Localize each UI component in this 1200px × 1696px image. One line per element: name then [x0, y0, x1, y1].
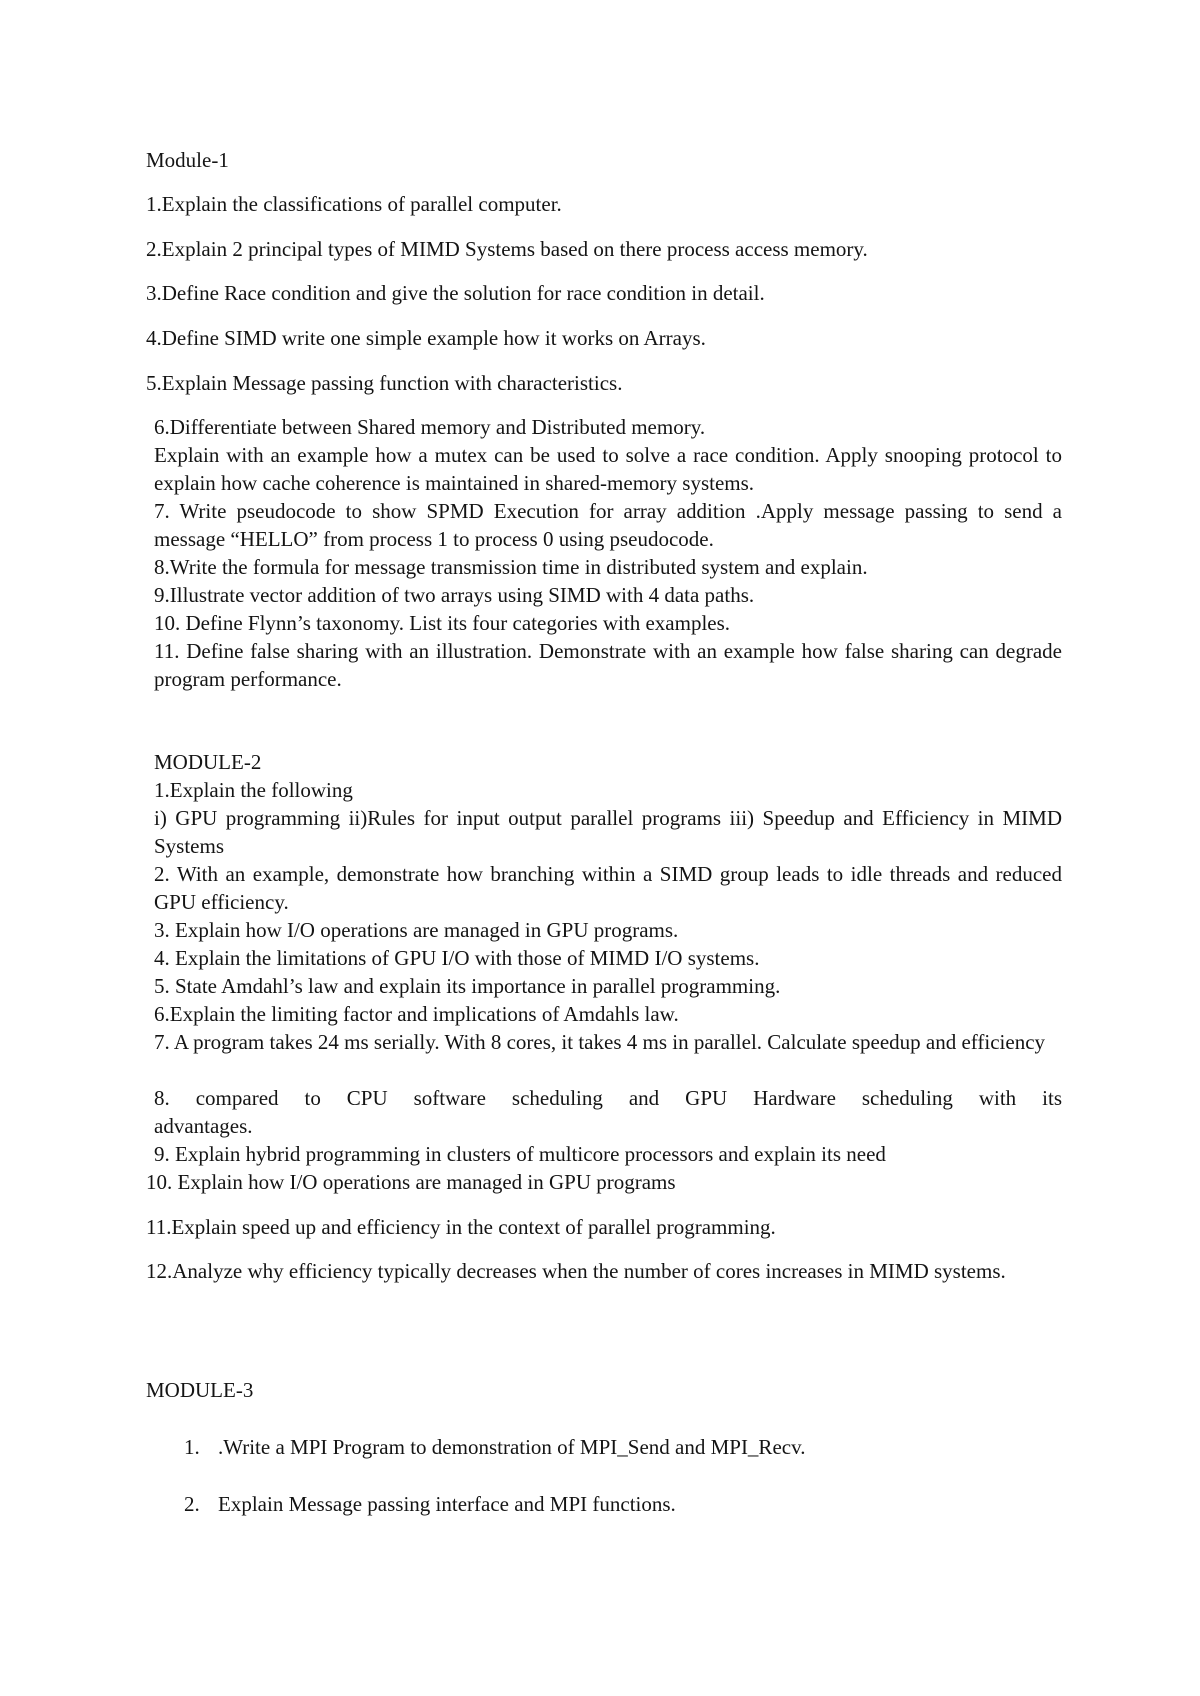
module-2-question-10: 10. Explain how I/O operations are managed in GPU programs — [146, 1170, 676, 1194]
module-2-question-5: 5. State Amdahl’s law and explain its importance in parallel programming. — [154, 974, 781, 998]
module-2-question-11: 11.Explain speed up and efficiency in the context of parallel programming. — [146, 1215, 776, 1239]
list-item-number: 1. — [184, 1435, 200, 1459]
module-2-question-7: 7. A program takes 24 ms serially. With 8 cores, it takes 4 ms in parallel. Calculate speedup and efficiency — [154, 1030, 1046, 1054]
module-1-question-8: 8.Write the formula for message transmission time in distributed system and explain. — [154, 555, 868, 579]
module-2-question-1: 1.Explain the following — [154, 778, 353, 802]
module-1-question-7: 7. Write pseudocode to show SPMD Execution for array addition .Apply message passing to send a message “HELLO” from process 1 to process 0 using pseudocode. — [154, 499, 1062, 551]
list-item-text: Explain Message passing interface and MPI functions. — [218, 1492, 676, 1516]
list-item-number: 2. — [184, 1492, 200, 1516]
module-2-question-8: 8. compared to CPU software scheduling and GPU Hardware scheduling with its advantages. — [154, 1086, 1062, 1138]
module-1-question-5: 5.Explain Message passing function with characteristics. — [146, 371, 623, 395]
module-2-question-9: 9. Explain hybrid programming in clusters of multicore processors and explain its need — [154, 1142, 886, 1166]
list-item-text: .Write a MPI Program to demonstration of MPI_Send and MPI_Recv. — [218, 1435, 806, 1459]
module-1-question-1: 1.Explain the classifications of parallel computer. — [146, 192, 562, 216]
module-2-question-6: 6.Explain the limiting factor and implications of Amdahls law. — [154, 1002, 679, 1026]
module-1-question-10: 10. Define Flynn’s taxonomy. List its four categories with examples. — [154, 611, 731, 635]
module-3-heading: MODULE-3 — [146, 1378, 254, 1402]
module-2-question-4: 4. Explain the limitations of GPU I/O with those of MIMD I/O systems. — [154, 946, 760, 970]
module-1-question-9: 9.Illustrate vector addition of two arrays using SIMD with 4 data paths. — [154, 583, 755, 607]
module-2-question-1-items: i) GPU programming ii)Rules for input output parallel programs iii) Speedup and Efficiency in MIMD Systems — [154, 806, 1062, 858]
module-1-question-11: 11. Define false sharing with an illustration. Demonstrate with an example how false sharing can degrade program performance. — [154, 639, 1062, 691]
module-1-question-6-extra: Explain with an example how a mutex can be used to solve a race condition. Apply snooping protocol to explain how cache coherence is maintained in shared-memory systems. — [154, 443, 1062, 495]
module-2-heading: MODULE-2 — [154, 750, 262, 774]
module-1-question-6: 6.Differentiate between Shared memory and Distributed memory. — [154, 415, 706, 439]
module-1-question-2: 2.Explain 2 principal types of MIMD Systems based on there process access memory. — [146, 237, 868, 261]
module-1-heading: Module-1 — [146, 148, 229, 172]
module-1-question-4: 4.Define SIMD write one simple example how it works on Arrays. — [146, 326, 706, 350]
module-1-question-3: 3.Define Race condition and give the solution for race condition in detail. — [146, 281, 765, 305]
module-2-question-12: 12.Analyze why efficiency typically decreases when the number of cores increases in MIMD systems. — [146, 1259, 1006, 1283]
module-2-question-2: 2. With an example, demonstrate how branching within a SIMD group leads to idle threads and reduced GPU efficiency. — [154, 862, 1062, 914]
module-2-question-3: 3. Explain how I/O operations are managed in GPU programs. — [154, 918, 679, 942]
